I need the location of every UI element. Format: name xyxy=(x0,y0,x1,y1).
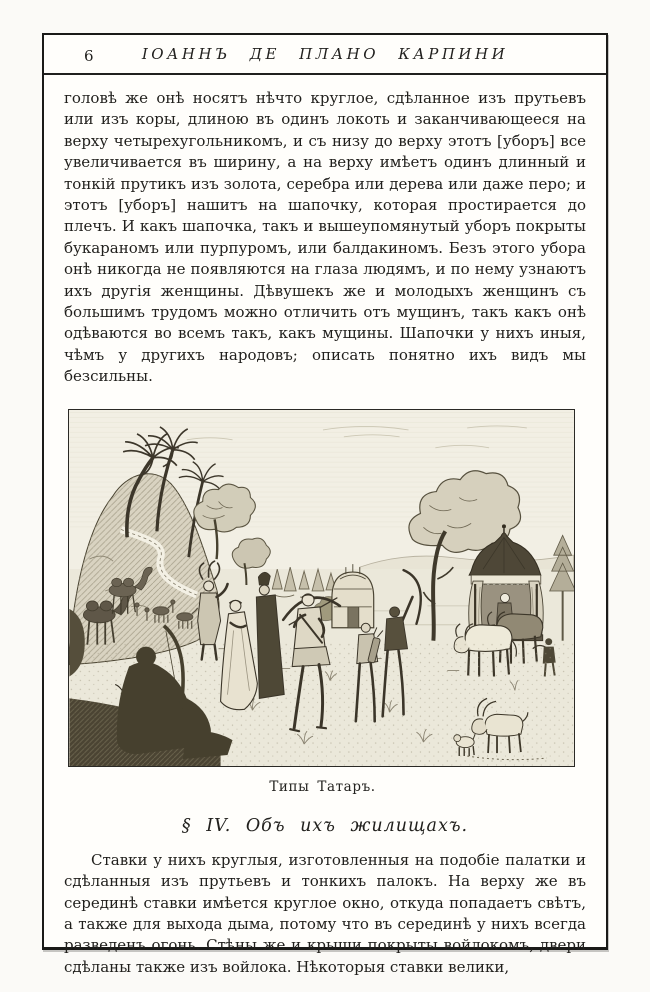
running-title: ІОАННЪ ДЕ ПЛАНО КАРПИНИ xyxy=(141,45,509,63)
engraving-caption: Типы Татаръ. xyxy=(269,778,376,795)
tatar-types-engraving xyxy=(68,409,575,767)
section-heading: § IV. Объ ихъ жилищахъ. xyxy=(181,815,469,836)
page-number: 6 xyxy=(84,47,94,65)
book-page xyxy=(42,33,608,976)
paragraph-headdress: головѣ же онѣ носятъ нѣчто круглое, сдѣланное изъ прутьевъ или изъ коры, длиною въ одинъ локоть и заканчивающееся на верху четырехугольникомъ, и съ низу до верху этотъ [уборъ] все увеличивается въ ширину, а на верху имѣетъ одинъ длинный и тонкій прутикъ изъ золота, серебра или дерева или даже перо; и этотъ [уборъ] нашитъ на шапочку, которая простирается до плечъ. И какъ шапочка, такъ и вышеупомянутый уборъ покрыты букараномъ или пурпуромъ, или балдакиномъ. Безъ этого убора онѣ никогда не появляются на глаза людямъ, и по нему узнаютъ ихъ другія женщины. Дѣвушекъ же и молодыхъ женщинъ съ большимъ трудомъ можно отличить отъ мущинъ, такъ какъ онѣ одѣваются во всемъ такъ, какъ мущины. Шапочки у нихъ иныя, чѣмъ у другихъ народовъ; описать понятно ихъ видъ мы безсильны. xyxy=(64,89,586,386)
page-header xyxy=(44,35,606,75)
engraving-figure xyxy=(68,409,577,795)
engraving-scene xyxy=(69,410,574,766)
paragraph-dwellings: Ставки у нихъ круглыя, изготовленныя на подобіе палатки и сдѣланныя изъ прутьевъ и тонкихъ палокъ. На верху же въ серединѣ ставки имѣется круглое окно, откуда попадаетъ свѣтъ, а также для выхода дыма, потому что въ серединѣ у нихъ всегда разведенъ огонь. Стѣны же и крыши покрыты войлокомъ, двери сдѣланы также изъ войлока. Нѣкоторыя ставки велики, xyxy=(64,850,586,976)
